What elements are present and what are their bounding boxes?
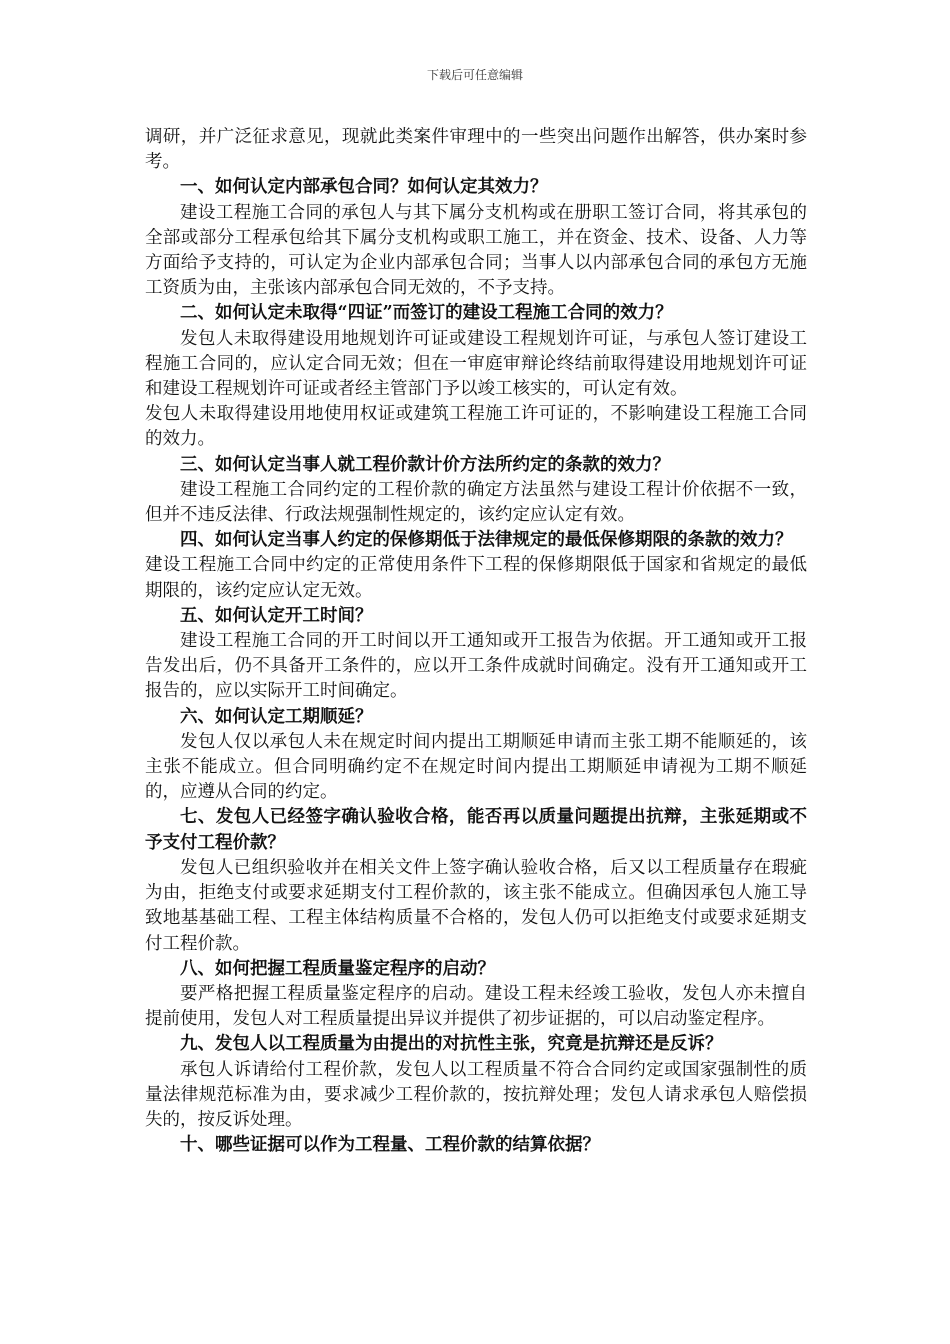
paragraph: 发包人已组织验收并在相关文件上签字确认验收合格，后又以工程质量存在瑕疵为由，拒绝支付或要求延期支付工程价款的，该主张不能成立。但确因承包人施工导致地基基础工程、工程主体结构质量不合格的，发包人仍可以拒绝支付或要求延期支付工程价款。 <box>145 857 807 954</box>
paragraph: 建设工程施工合同的开工时间以开工通知或开工报告为依据。开工通知或开工报告发出后，仍不具备开工条件的，应以开工条件成就时间确定。没有开工通知或开工报告的，应以实际开工时间确定。 <box>145 631 807 702</box>
section-heading: 九、发包人以工程质量为由提出的对抗性主张，究竟是抗辩还是反诉？ <box>180 1034 723 1055</box>
paragraph: 承包人诉请给付工程价款，发包人以工程质量不符合合同约定或国家强制性的质量法律规范标准为由，要求减少工程价款的，按抗辩处理；发包人请求承包人赔偿损失的，按反诉处理。 <box>145 1059 807 1130</box>
section-heading: 六、如何认定工期顺延？ <box>180 706 373 727</box>
section-heading: 七、发包人已经签字确认验收合格，能否再以质量问题提出抗辩，主张延期或不予支付工程价款？ <box>145 807 807 853</box>
header-note: 下载后可任意编辑 <box>426 68 523 82</box>
section-heading: 四、如何认定当事人约定的保修期低于法律规定的最低保修期限的条款的效力？ <box>180 530 793 551</box>
paragraph: 发包人未取得建设用地使用权证或建筑工程施工许可证的，不影响建设工程施工合同的效力。 <box>145 404 807 450</box>
section-heading: 三、如何认定当事人就工程价款计价方法所约定的条款的效力？ <box>180 454 670 475</box>
paragraph: 要严格把握工程质量鉴定程序的启动。建设工程未经竣工验收，发包人亦未擅自提前使用，发包人对工程质量提出异议并提供了初步证据的，可以启动鉴定程序。 <box>145 983 807 1030</box>
document-body <box>145 125 807 1158</box>
paragraph: 调研，并广泛征求意见，现就此类案件审理中的一些突出问题作出解答，供办案时参考。 <box>145 127 807 173</box>
paragraph: 建设工程施工合同的承包人与其下属分支机构或在册职工签订合同，将其承包的全部或部分工程承包给其下属分支机构或职工施工，并在资金、技术、设备、人力等方面给予支持的，可认定为企业内部承包合同；当事人以内部承包合同的承包方无施工资质为由，主张该内部承包合同无效的，不予支持。 <box>145 202 807 299</box>
section-heading: 八、如何把握工程质量鉴定程序的启动？ <box>180 958 495 979</box>
paragraph: 发包人仅以承包人未在规定时间内提出工期顺延申请而主张工期不能顺延的，该主张不能成立。但合同明确约定不在规定时间内提出工期顺延申请视为工期不顺延的，应遵从合同的约定。 <box>145 731 807 803</box>
section-heading: 二、如何认定未取得“四证”而签订的建设工程施工合同的效力？ <box>180 303 673 324</box>
paragraph: 建设工程施工合同中约定的正常使用条件下工程的保修期限低于国家和省规定的最低期限的，该约定应认定无效。 <box>145 555 807 601</box>
section-heading: 十、哪些证据可以作为工程量、工程价款的结算依据？ <box>180 1135 600 1156</box>
paragraph: 发包人未取得建设用地规划许可证或建设工程规划许可证，与承包人签订建设工程施工合同的，应认定合同无效；但在一审庭审辩论终结前取得建设用地规划许可证和建设工程规划许可证或者经主管部门予以竣工核实的，可认定有效。 <box>145 328 807 400</box>
section-heading: 五、如何认定开工时间？ <box>180 605 373 626</box>
paragraph: 建设工程施工合同约定的工程价款的确定方法虽然与建设工程计价依据不一致，但并不违反法律、行政法规强制性规定的，该约定应认定有效。 <box>145 479 807 526</box>
section-heading: 一、如何认定内部承包合同？如何认定其效力？ <box>180 177 548 198</box>
